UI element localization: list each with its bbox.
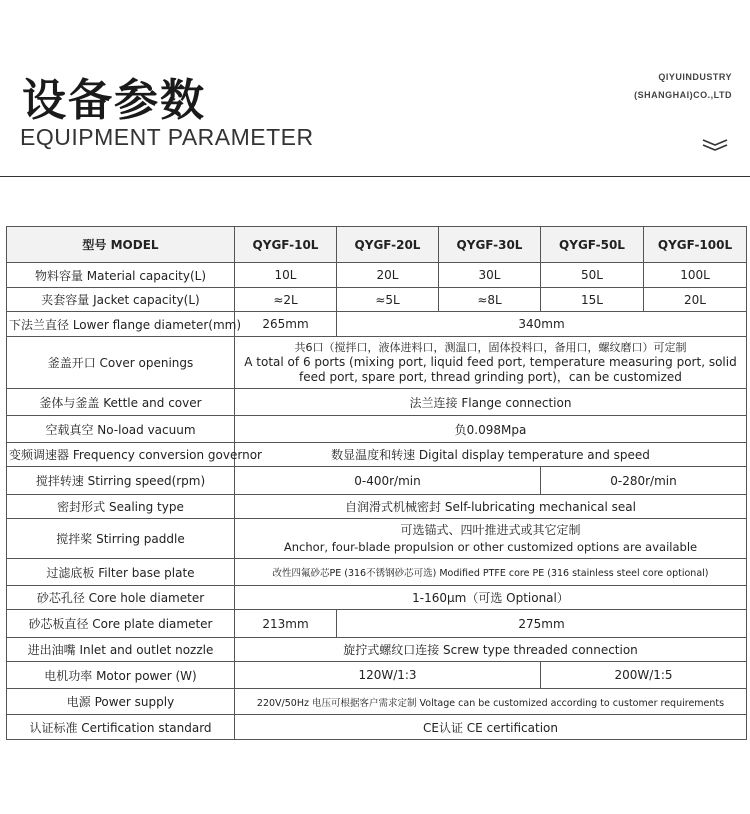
table-row-vacuum: [7, 416, 747, 443]
cell: 改性四氟砂芯PE (316不锈钢砂芯可选) Modified PTFE core PE (316 stainless steel core optional): [235, 559, 747, 586]
nozzle-label: 进出油嘴 Inlet and outlet nozzle: [7, 638, 235, 662]
paddle-line-cn: 可选锚式、四叶推进式或其它定制: [400, 522, 581, 537]
cell: 200W/1:5: [541, 662, 747, 689]
cell: 50L: [541, 263, 644, 288]
cover-openings-value: [235, 337, 747, 389]
table-row-certification: [7, 715, 747, 740]
model-100l: QYGF-100L: [644, 227, 747, 263]
lower-flange-label: 下法兰直径 Lower flange diameter(mm): [7, 312, 235, 337]
cell: 10L: [235, 263, 337, 288]
model-20l: QYGF-20L: [337, 227, 439, 263]
table-row-cover-openings: [7, 337, 747, 389]
cell: 275mm: [337, 610, 747, 638]
cell: 数显温度和转速 Digital display temperature and speed: [235, 443, 747, 467]
cell: 负0.098Mpa: [235, 416, 747, 443]
cover-openings-line-cn: 共6口（搅拌口，液体进料口，测温口，固体投料口，备用口，螺纹磨口）可定制: [294, 341, 687, 354]
cell: 0-280r/min: [541, 467, 747, 495]
table-row-kettle-cover: [7, 389, 747, 416]
table-row-motor: [7, 662, 747, 689]
motor-label: 电机功率 Motor power (W): [7, 662, 235, 689]
table-row-core-plate: [7, 610, 747, 638]
kettle-cover-label: 釜体与釜盖 Kettle and cover: [7, 389, 235, 416]
jacket-capacity-label: 夹套容量 Jacket capacity(L): [7, 288, 235, 312]
cell: 1-160μm（可选 Optional）: [235, 586, 747, 610]
table-row-lower-flange: [7, 312, 747, 337]
model-label: 型号 MODEL: [7, 227, 235, 263]
model-30l: QYGF-30L: [439, 227, 541, 263]
company-name: [634, 68, 732, 104]
cell: 120W/1:3: [235, 662, 541, 689]
power-label: 电源 Power supply: [7, 689, 235, 715]
cell: 265mm: [235, 312, 337, 337]
paddle-line-en: Anchor, four-blade propulsion or other customized options are available: [283, 539, 698, 554]
table-row-nozzle: [7, 638, 747, 662]
material-capacity-label: 物料容量 Material capacity(L): [7, 263, 235, 288]
cell: 30L: [439, 263, 541, 288]
cell: 15L: [541, 288, 644, 312]
vacuum-label: 空载真空 No-load vacuum: [7, 416, 235, 443]
cell: 自润滑式机械密封 Self-lubricating mechanical seal: [235, 495, 747, 519]
core-hole-label: 砂芯孔径 Core hole diameter: [7, 586, 235, 610]
cover-openings-label: 釜盖开口 Cover openings: [7, 337, 235, 389]
table-row-stirring-speed: [7, 467, 747, 495]
model-50l: QYGF-50L: [541, 227, 644, 263]
table-row-governor: [7, 443, 747, 467]
company-line-1: QIYUINDUSTRY: [658, 72, 732, 82]
paddle-label: 搅拌桨 Stirring paddle: [7, 519, 235, 559]
paddle-value: [235, 519, 747, 559]
company-line-2: (SHANGHAI)CO.,LTD: [634, 90, 732, 100]
page-title-cn: 设备参数: [22, 75, 206, 126]
cell: 100L: [644, 263, 747, 288]
cell: 法兰连接 Flange connection: [235, 389, 747, 416]
page-title-en: EQUIPMENT PARAMETER: [20, 124, 314, 150]
cell: 0-400r/min: [235, 467, 541, 495]
cell: ≈5L: [337, 288, 439, 312]
cover-openings-line-en: A total of 6 ports (mixing port, liquid feed port, temperature measuring port, solid feed port, spare port, thread grinding port)，can be customized: [244, 355, 737, 384]
core-plate-label: 砂芯板直径 Core plate diameter: [7, 610, 235, 638]
certification-label: 认证标准 Certification standard: [7, 715, 235, 740]
table-row-power: [7, 689, 747, 715]
filter-plate-label: 过滤底板 Filter base plate: [7, 559, 235, 586]
cell: ≈2L: [235, 288, 337, 312]
cell: 220V/50Hz 电压可根据客户需求定制 Voltage can be customized according to customer requirements: [235, 689, 747, 715]
table-row-filter-plate: [7, 559, 747, 586]
table-row-sealing: [7, 495, 747, 519]
cell: 340mm: [337, 312, 747, 337]
cell: 旋拧式螺纹口连接 Screw type threaded connection: [235, 638, 747, 662]
cell: ≈8L: [439, 288, 541, 312]
double-chevron-down-icon: [702, 138, 728, 152]
header-divider: [0, 176, 750, 177]
model-10l: QYGF-10L: [235, 227, 337, 263]
cell: 213mm: [235, 610, 337, 638]
cell: CE认证 CE certification: [235, 715, 747, 740]
governor-label: 变频调速器 Frequency conversion governor: [7, 443, 235, 467]
spec-table: [6, 226, 747, 740]
cell: 20L: [337, 263, 439, 288]
cell: 20L: [644, 288, 747, 312]
sealing-label: 密封形式 Sealing type: [7, 495, 235, 519]
table-row-jacket-capacity: [7, 288, 747, 312]
table-row-model: [7, 227, 747, 263]
table-row-core-hole: [7, 586, 747, 610]
table-row-paddle: [7, 519, 747, 559]
stirring-speed-label: 搅拌转速 Stirring speed(rpm): [7, 467, 235, 495]
table-row-material-capacity: [7, 263, 747, 288]
